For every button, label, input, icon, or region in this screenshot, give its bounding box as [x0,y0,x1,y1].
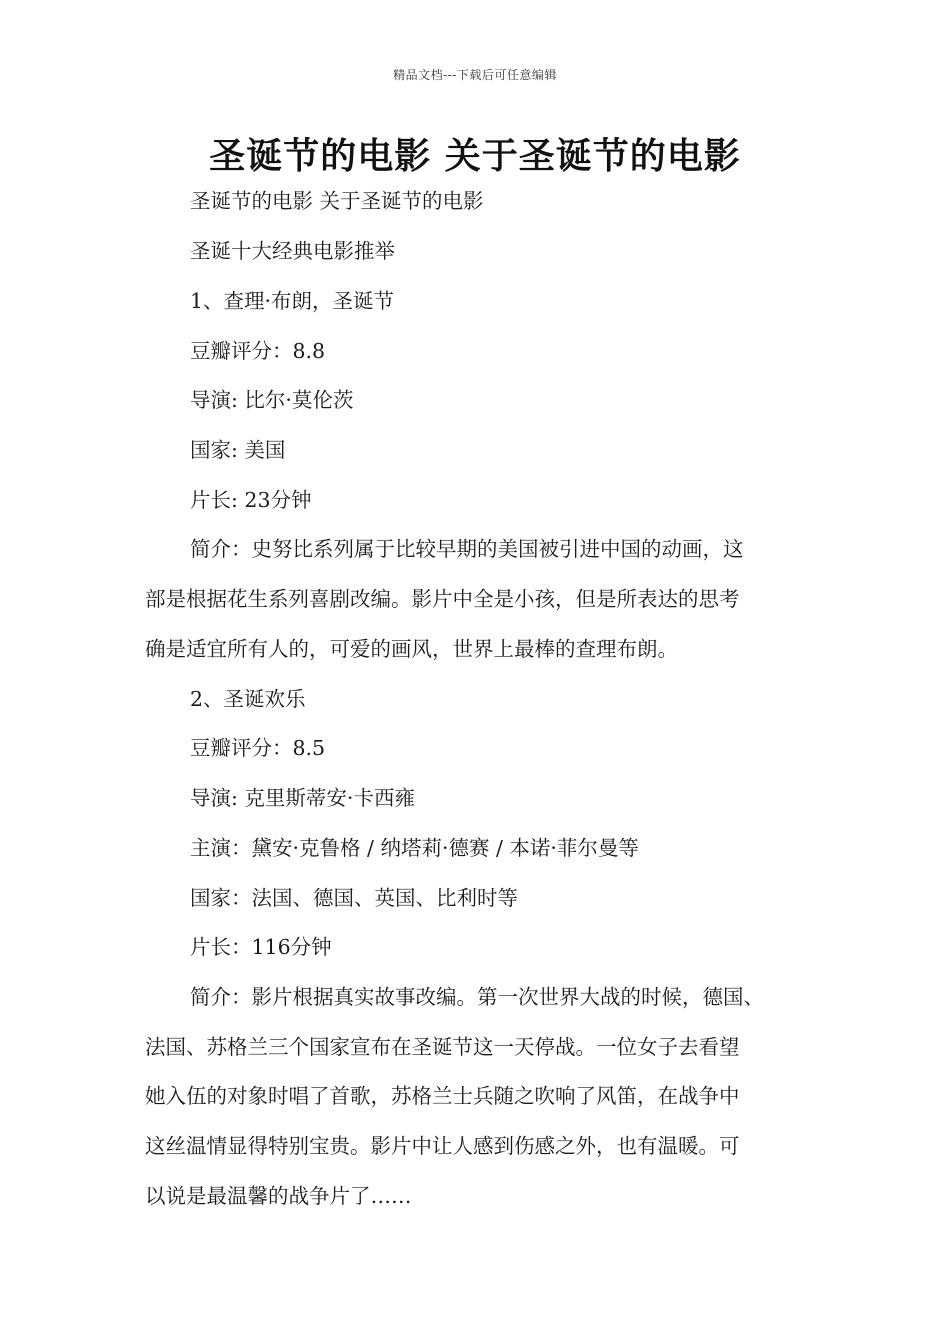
movie-1-director: 导演: 比尔·莫伦茨 [190,388,354,412]
movie-1-synopsis-line: 部是根据花生系列喜剧改编。影片中全是小孩，但是所表达的思考 [145,587,740,611]
movie-2-length: 片长：116分钟 [190,935,332,959]
movie-1-country: 国家: 美国 [190,438,286,462]
movie-1-synopsis-line: 简介：史努比系列属于比较早期的美国被引进中国的动画，这 [190,537,744,561]
movie-2-cast: 主演：黛安·克鲁格 / 纳塔莉·德赛 / 本诺·菲尔曼等 [190,836,639,860]
section-heading: 圣诞十大经典电影推举 [190,239,395,263]
subtitle-line: 圣诞节的电影 关于圣诞节的电影 [190,189,484,213]
movie-1-synopsis-line: 确是适宜所有人的，可爱的画风，世界上最棒的查理布朗。 [145,637,678,661]
movie-2-synopsis-line: 法国、苏格兰三个国家宣布在圣诞节这一天停战。一位女子去看望 [145,1035,740,1059]
movie-1-rating: 豆瓣评分：8.8 [190,339,326,363]
movie-2-synopsis-line: 她入伍的对象时唱了首歌，苏格兰士兵随之吹响了风笛，在战争中 [145,1084,740,1108]
movie-2-country: 国家：法国、德国、英国、比利时等 [190,886,518,910]
header-note: 精品文档---下载后可任意编辑 [393,68,557,82]
document-title: 圣诞节的电影 关于圣诞节的电影 [209,136,741,177]
movie-2-title: 2、圣诞欢乐 [190,687,306,711]
movie-1-length: 片长: 23分钟 [190,488,312,512]
movie-2-synopsis-line: 简介：影片根据真实故事改编。第一次世界大战的时候，德国、 [190,985,764,1009]
movie-2-synopsis-line: 这丝温情显得特别宝贵。影片中让人感到伤感之外，也有温暖。可 [145,1134,740,1158]
movie-2-rating: 豆瓣评分：8.5 [190,736,326,760]
movie-2-synopsis-line: 以说是最温馨的战争片了…… [145,1184,412,1208]
movie-1-title: 1、查理·布朗，圣诞节 [190,289,395,313]
movie-2-director: 导演: 克里斯蒂安·卡西雍 [190,786,415,810]
